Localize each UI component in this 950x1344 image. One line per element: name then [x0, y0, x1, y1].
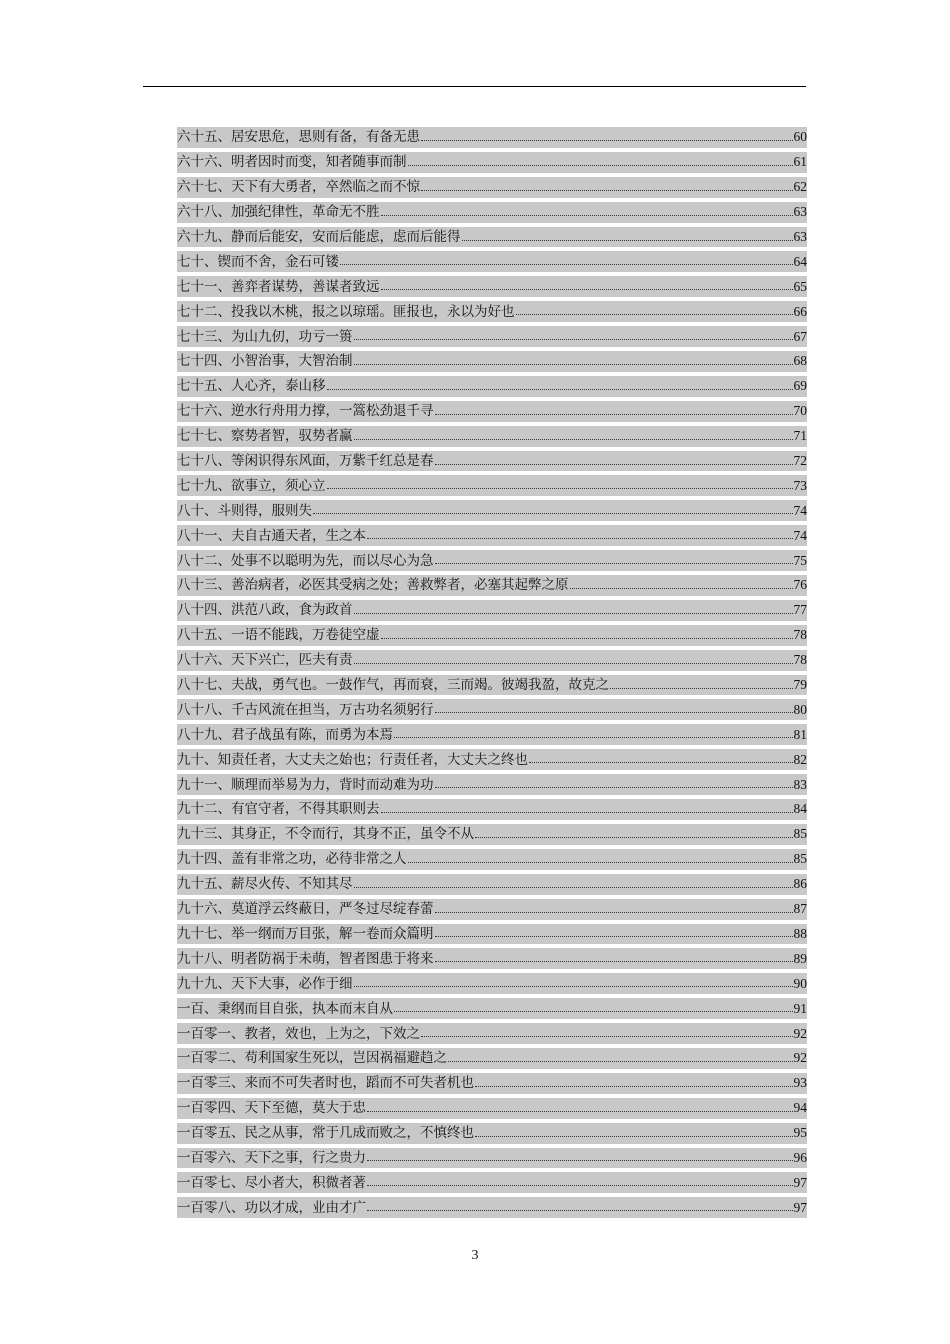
toc-entry-page: 63	[793, 229, 807, 244]
toc-entry[interactable]	[177, 772, 807, 797]
toc-dot-leader	[435, 900, 793, 913]
toc-entry-page: 87	[793, 901, 807, 917]
toc-entry-page: 88	[793, 925, 807, 941]
toc-entry-title: 九十三、其身正，不令而行，其身不正，虽令不从	[177, 826, 474, 843]
toc-entry-title: 九十二、有官守者，不得其职则去	[177, 801, 380, 818]
toc-dot-leader	[367, 1173, 793, 1186]
toc-dot-leader	[367, 1099, 793, 1112]
toc-entry-title: 一百零六、天下之事，行之贵力	[177, 1149, 366, 1166]
toc-entry-title: 九十九、天下大事，必作于细	[177, 975, 353, 992]
toc-entry-title: 七十八、等闲识得东风面，万紫千红总是春	[177, 453, 434, 470]
toc-entry-page: 63	[793, 204, 807, 220]
toc-entry-page: 94	[793, 1100, 807, 1116]
toc-dot-leader	[327, 377, 793, 390]
toc-dot-leader	[435, 924, 793, 937]
toc-entry-page: 97	[793, 1199, 807, 1215]
toc-entry-page: 76	[793, 577, 807, 593]
toc-dot-leader	[435, 402, 793, 415]
toc-entry[interactable]	[177, 897, 807, 922]
toc-entry[interactable]	[177, 424, 807, 449]
toc-entry[interactable]	[177, 946, 807, 971]
toc-entry-title: 七十六、逆水行舟用力撑，一篙松劲退千寻	[177, 403, 434, 420]
toc-dot-leader	[435, 551, 793, 564]
toc-entry-title: 一百零四、天下至德，莫大于忠	[177, 1100, 366, 1117]
toc-entry[interactable]	[177, 274, 807, 299]
toc-entry-title: 七十四、小智治事，大智治制	[177, 353, 353, 370]
toc-entry-page: 80	[793, 701, 807, 717]
toc-entry[interactable]	[177, 249, 807, 274]
toc-entry-title: 一百零三、来而不可失者时也，蹈而不可失者机也	[177, 1075, 474, 1092]
toc-dot-leader	[367, 526, 793, 539]
toc-dot-leader	[381, 203, 793, 216]
toc-entry[interactable]	[177, 648, 807, 673]
toc-entry-page: 92	[793, 1050, 807, 1066]
toc-entry-title: 七十七、察势者智，驭势者赢	[177, 428, 353, 445]
toc-entry-title: 八十五、一语不能践，万卷徒空虚	[177, 627, 380, 644]
toc-dot-leader	[354, 651, 793, 664]
toc-entry-page: 77	[793, 602, 807, 618]
toc-entry-page: 75	[793, 552, 807, 568]
toc-entry-page: 90	[793, 975, 807, 991]
toc-dot-leader	[367, 1198, 793, 1211]
toc-dot-leader	[394, 999, 793, 1012]
toc-dot-leader	[570, 576, 793, 589]
toc-dot-leader	[610, 676, 793, 689]
toc-entry[interactable]	[177, 797, 807, 822]
toc-entry-title: 一百零五、民之从事，常于几成而败之，不慎终也	[177, 1125, 474, 1142]
toc-entry[interactable]	[177, 498, 807, 523]
toc-entry-page: 72	[793, 453, 807, 469]
toc-entry[interactable]	[177, 573, 807, 598]
toc-entry[interactable]	[177, 1071, 807, 1096]
toc-dot-leader	[421, 128, 793, 141]
toc-entry-title: 八十四、洪范八政，食为政首	[177, 602, 353, 619]
toc-entry-page: 74	[793, 527, 807, 543]
toc-entry-title: 七十五、人心齐，泰山移	[177, 378, 326, 395]
toc-entry-title: 七十九、欲事立，须心立	[177, 477, 326, 494]
toc-dot-leader	[462, 228, 793, 241]
toc-dot-leader	[354, 327, 793, 340]
toc-entry-title: 一百零七、尽小者大，积微者著	[177, 1174, 366, 1191]
toc-entry[interactable]	[177, 200, 807, 225]
toc-dot-leader	[475, 1074, 793, 1087]
toc-entry-page: 96	[793, 1149, 807, 1165]
toc-entry-page: 74	[793, 502, 807, 518]
toc-dot-leader	[421, 1024, 793, 1037]
toc-entry-page: 84	[793, 801, 807, 817]
toc-entry-title: 八十七、夫战，勇气也。一鼓作气，再而衰，三而竭。彼竭我盈，故克之	[177, 677, 609, 694]
toc-entry-page: 89	[793, 950, 807, 966]
toc-entry-title: 九十五、薪尽火传、不知其尽	[177, 876, 353, 893]
toc-dot-leader	[435, 775, 793, 788]
toc-entry[interactable]	[177, 1096, 807, 1121]
toc-entry[interactable]	[177, 822, 807, 847]
toc-entry-page: 67	[793, 328, 807, 344]
toc-dot-leader	[354, 427, 793, 440]
toc-entry-page: 61	[793, 154, 807, 170]
toc-dot-leader	[354, 875, 793, 888]
toc-entry[interactable]	[177, 399, 807, 424]
toc-entry-title: 一百、秉纲而目自张，执本而末自从	[177, 1000, 393, 1017]
toc-entry-title: 一百零八、功以才成，业由才广	[177, 1199, 366, 1216]
toc-entry-page: 60	[793, 129, 807, 145]
toc-dot-leader	[516, 302, 793, 315]
header-rule	[143, 86, 806, 87]
toc-entry-title: 八十一、夫自古通天者，生之本	[177, 527, 366, 544]
toc-entry-page: 85	[793, 851, 807, 867]
toc-entry-title: 八十八、千古风流在担当，万古功名须躬行	[177, 701, 434, 718]
toc-entry-page: 65	[793, 278, 807, 294]
toc-dot-leader	[435, 949, 793, 962]
toc-dot-leader	[408, 850, 793, 863]
toc-entry-page: 70	[793, 403, 807, 419]
table-of-contents	[177, 125, 807, 1220]
toc-entry[interactable]	[177, 872, 807, 897]
toc-entry-page: 91	[793, 1000, 807, 1016]
toc-entry-page: 83	[793, 776, 807, 792]
toc-entry-page: 73	[793, 477, 807, 493]
toc-entry-page: 86	[793, 876, 807, 892]
toc-entry-title: 七十二、投我以木桃，报之以琼瑶。匪报也，永以为好也	[177, 303, 515, 320]
toc-entry-title: 八十六、天下兴亡，匹夫有责	[177, 652, 353, 669]
toc-dot-leader	[435, 700, 793, 713]
toc-dot-leader	[529, 750, 793, 763]
toc-entry[interactable]	[177, 299, 807, 324]
toc-entry-page: 71	[793, 428, 807, 444]
toc-entry[interactable]	[177, 473, 807, 498]
toc-entry-page: 92	[793, 1025, 807, 1041]
toc-entry[interactable]	[177, 523, 807, 548]
toc-entry-title: 八十二、处事不以聪明为先，而以尽心为急	[177, 552, 434, 569]
toc-entry[interactable]	[177, 150, 807, 175]
toc-entry[interactable]	[177, 1170, 807, 1195]
toc-entry-title: 七十一、善弈者谋势，善谋者致远	[177, 278, 380, 295]
toc-entry[interactable]	[177, 374, 807, 399]
toc-entry[interactable]	[177, 1021, 807, 1046]
toc-dot-leader	[381, 277, 793, 290]
toc-entry-page: 78	[793, 627, 807, 643]
toc-dot-leader	[381, 800, 793, 813]
page-number: 3	[471, 1248, 479, 1263]
toc-entry[interactable]	[177, 722, 807, 747]
toc-entry-title: 八十九、君子战虽有陈，而勇为本焉	[177, 726, 393, 743]
toc-dot-leader	[421, 178, 793, 191]
toc-entry-title: 八十三、善治病者，必医其受病之处；善救弊者，必塞其起弊之原	[177, 577, 569, 594]
toc-entry[interactable]	[177, 623, 807, 648]
toc-entry[interactable]	[177, 1146, 807, 1171]
toc-entry-page: 97	[793, 1174, 807, 1190]
toc-entry[interactable]	[177, 697, 807, 722]
toc-entry[interactable]	[177, 996, 807, 1021]
toc-entry-title: 六十九、静而后能安，安而后能虑，虑而后能得	[177, 229, 461, 245]
toc-dot-leader	[313, 501, 793, 514]
toc-entry[interactable]	[177, 971, 807, 996]
toc-dot-leader	[475, 1124, 793, 1137]
toc-dot-leader	[367, 1148, 793, 1161]
toc-entry-page: 85	[793, 826, 807, 842]
toc-entry-page: 64	[793, 253, 807, 269]
toc-entry[interactable]	[177, 922, 807, 947]
toc-dot-leader	[408, 153, 793, 166]
toc-entry[interactable]	[177, 225, 807, 250]
toc-entry-title: 九十、知责任者，大丈夫之始也；行责任者，大丈夫之终也	[177, 751, 528, 768]
toc-entry[interactable]	[177, 598, 807, 623]
toc-entry-page: 81	[793, 726, 807, 742]
toc-entry[interactable]	[177, 324, 807, 349]
toc-entry-title: 六十六、明者因时而变，知者随事而制	[177, 154, 407, 171]
toc-entry-page: 69	[793, 378, 807, 394]
toc-entry-page: 82	[793, 751, 807, 767]
toc-entry-title: 七十、锲而不舍，金石可镂	[177, 253, 339, 270]
toc-entry-page: 78	[793, 652, 807, 668]
toc-dot-leader	[381, 626, 793, 639]
toc-dot-leader	[340, 252, 793, 265]
toc-entry[interactable]	[177, 847, 807, 872]
toc-entry-title: 七十三、为山九仞，功亏一篑	[177, 328, 353, 345]
toc-entry-page: 95	[793, 1125, 807, 1141]
toc-entry-title: 八十、斗则得，服则失	[177, 502, 312, 519]
toc-entry-title: 九十七、举一纲而万目张，解一卷而众篇明	[177, 925, 434, 942]
toc-dot-leader	[394, 725, 793, 738]
toc-dot-leader	[327, 476, 793, 489]
toc-entry[interactable]	[177, 125, 807, 150]
toc-entry-title: 九十四、盖有非常之功，必待非常之人	[177, 851, 407, 868]
toc-entry[interactable]	[177, 1121, 807, 1146]
toc-entry-page: 66	[793, 303, 807, 319]
toc-dot-leader	[354, 601, 793, 614]
toc-entry[interactable]	[177, 548, 807, 573]
toc-entry-title: 九十六、莫道浮云终蔽日，严冬过尽绽春蕾	[177, 901, 434, 918]
toc-entry[interactable]	[177, 673, 807, 698]
toc-entry-title: 六十七、天下有大勇者，卒然临之而不惊	[177, 179, 420, 196]
toc-dot-leader	[475, 825, 793, 838]
toc-dot-leader	[448, 1049, 793, 1062]
toc-entry[interactable]	[177, 175, 807, 200]
toc-entry[interactable]	[177, 449, 807, 474]
toc-dot-leader	[435, 452, 793, 465]
toc-dot-leader	[354, 974, 793, 987]
toc-entry-title: 六十八、加强纪律性，革命无不胜	[177, 204, 380, 221]
toc-dot-leader	[354, 352, 793, 365]
toc-entry[interactable]	[177, 747, 807, 772]
toc-entry-title: 六十五、居安思危，思则有备，有备无患	[177, 129, 420, 146]
toc-entry-title: 一百零一、教者，效也，上为之，下效之	[177, 1025, 420, 1042]
toc-entry-title: 一百零二、苟利国家生死以，岂因祸福避趋之	[177, 1050, 447, 1067]
toc-entry[interactable]	[177, 1046, 807, 1071]
toc-entry-page: 62	[793, 179, 807, 195]
toc-entry-page: 79	[793, 677, 807, 693]
toc-entry-page: 68	[793, 353, 807, 369]
toc-entry[interactable]	[177, 349, 807, 374]
toc-entry-title: 九十一、顺理而举易为力，背时而动难为功	[177, 776, 434, 793]
toc-entry[interactable]	[177, 1195, 807, 1220]
toc-entry-title: 九十八、明者防祸于未萌，智者图患于将来	[177, 950, 434, 967]
toc-entry-page: 93	[793, 1075, 807, 1091]
